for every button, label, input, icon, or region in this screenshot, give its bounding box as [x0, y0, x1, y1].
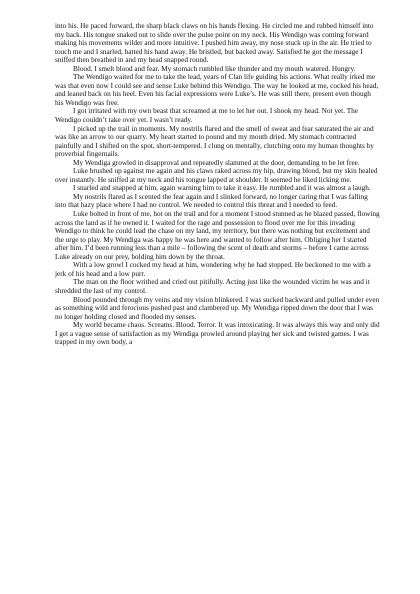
paragraph-14: My world became chaos. Screams. Blood. Terror. It was intoxicating. It was always this way and only did I get a vague sense of satisfaction as my Wendiga prowled around playing her sick and twisted games. I was trapped in my own body, a: [55, 321, 380, 347]
paragraph-12: The man on the floor writhed and cried out pitifully. Acting just like the wounded victim he was and it shredded the last of my control.: [55, 278, 370, 295]
paragraph-9: My nostrils flared as I scented the fear again and I slinked forward, no longer caring that I was falling into that hazy place where I had no control. We needed to control this threat and I needed to feed.: [55, 192, 368, 210]
paragraph-6: My Wendiga growled in disapproval and repeatedly slammed at the door, demanding to be let free.: [73, 158, 360, 167]
paragraph-2: Blood. I smelt blood and fear. My stomach rumbled like thunder and my mouth watered. Hungry.: [73, 64, 356, 73]
paragraph-3: The Wendigo waited for me to take the lead, years of Clan life guiding his actions. What really irked me was that even now I could see and sense Luke behind this Wendigo. The way he looked at me, cocked his head, and leaned back on his heel. Even his facial expressions were Luke’s. He was still there, present even though his Wendigo was free.: [55, 73, 379, 107]
paragraph-5: I picked up the trail in moments. My nostrils flared and the smell of sweat and fear saturated the air and was like an arrow to our quarry. My heart started to pound and my mouth dried. My stomach contracted painfully and I shifted on the spot, short-tempered. I clung on mentally, clutching onto my human thoughts by proverbial fingernails.: [55, 124, 374, 159]
document-page: [55, 22, 380, 347]
paragraph-8: I snarled and snapped at him, again warning him to take it easy. He rumbled and it was almost a laugh.: [73, 184, 371, 193]
paragraph-10: Luke bolted in front of me, hot on the trail and for a moment I stood stunned as he blazed passed, flowing across the land as if he owned it. I waited for the rage and possession to flood over me for this invading Wendigo to think he could lead the chase on my land, my territory, but there was nothing but excitement and the urge to play. My Wendiga was happy he was here and wanted to follow after him. Obliging her I started after him. I’d been running less than a mile – following the scent of death and storms – before I came across Luke already on our prey, holding him down by the throat.: [55, 210, 380, 261]
paragraph-1: into his. He paced forward, the sharp black claws on his hands flexing. He circled me and rubbed himself into my back. His tongue snaked out to slide over the pulse point on my neck. His Wendigo was coming forward making his movements wilder and more intuitive. I pushed him away, my nose stuck up in the air. He tried to touch me and I snarled, batted his hand away. He bristled, but backed away. Satisfied he got the message I sniffed then breathed in and my head snapped round.: [55, 22, 374, 65]
paragraph-7: Luke brushed up against me again and his claws raked across my hip, drawing blood, but my skin healed over instantly. He sniffed at my neck and his tongue lapped at shoulder. It seemed he liked licking me.: [55, 167, 378, 184]
paragraph-13: Blood pounded through my veins and my vision blinkered. I was sucked backward and pulled under even as something wild and ferocious pushed past and clambered up. My Wendiga ripped down the door that I was no longer holding closed and flooded my senses.: [55, 295, 380, 321]
paragraph-11: With a low growl I cocked my head at him, wondering why he had stopped. He beckoned to me with a jerk of his head and a low purr.: [55, 261, 371, 278]
paragraph-4: I got irritated with my own beast that screamed at me to let her out. I shook my head. Not yet. The Wendigo couldn’t take over yet. I wasn’t ready.: [55, 107, 358, 125]
